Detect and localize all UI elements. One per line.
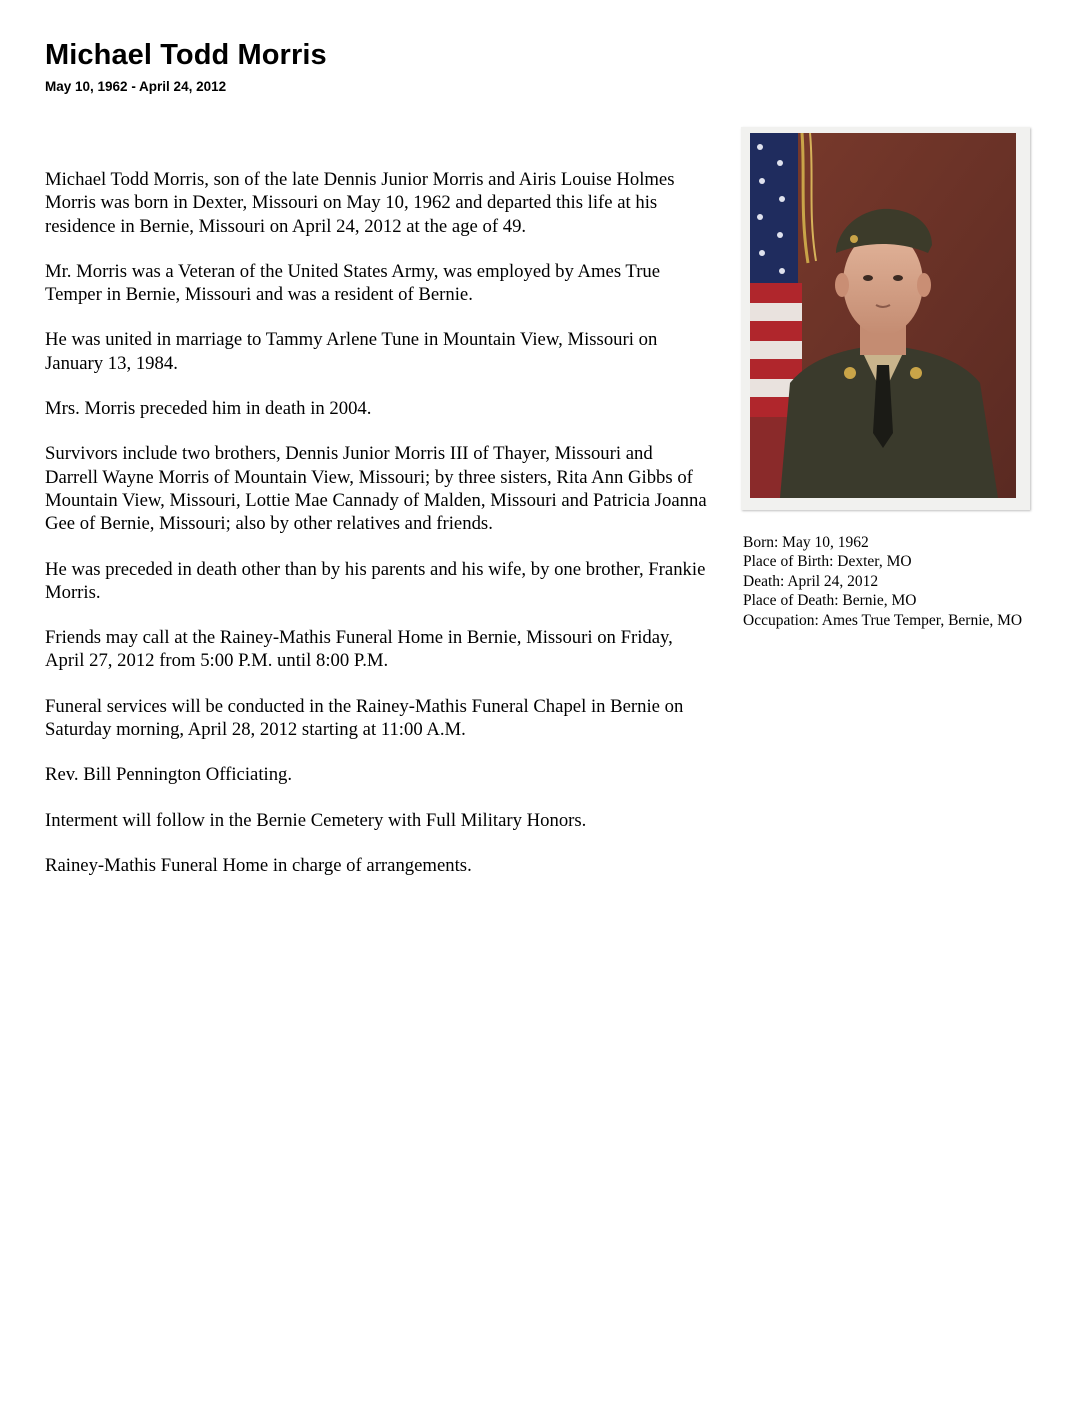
fact-place-of-death: Place of Death: Bernie, MO (743, 592, 917, 610)
obituary-paragraph: Mrs. Morris preceded him in death in 2004. (45, 398, 372, 420)
fact-place-of-birth: Place of Birth: Dexter, MO (743, 553, 912, 571)
obituary-text (45, 168, 710, 899)
fact-occupation: Occupation: Ames True Temper, Bernie, MO (743, 611, 1023, 629)
obituary-paragraph: Rev. Bill Pennington Officiating. (45, 764, 293, 786)
obituary-paragraph: Mr. Morris was a Veteran of the United States Army, was employed by Ames True Temper in Bernie, Missouri and was a resident of Bernie. (45, 260, 661, 306)
fact-death: Death: April 24, 2012 (743, 572, 879, 590)
obituary-paragraph: Funeral services will be conducted in the Rainey-Mathis Funeral Chapel in Bernie on Saturday morning, April 28, 2012 starting at 11:00 A.M. (45, 695, 684, 741)
obituary-paragraph: Michael Todd Morris, son of the late Dennis Junior Morris and Airis Louise Holmes Morris was born in Dexter, Missouri on May 10, 1962 and departed this life at his residence in Bernie, Missouri on April 24, 2012 at the age of 49. (45, 169, 675, 237)
obituary-paragraph: Rainey-Mathis Funeral Home in charge of arrangements. (45, 854, 472, 876)
soldier-portrait-image (750, 133, 1016, 498)
fact-born: Born: May 10, 1962 (743, 534, 869, 551)
page-title: Michael Todd Morris (45, 39, 327, 71)
portrait-photo (741, 127, 1030, 510)
obituary-paragraph: Friends may call at the Rainey-Mathis Funeral Home in Bernie, Missouri on Friday, April 27, 2012 from 5:00 P.M. until 8:00 P.M. (45, 627, 673, 672)
obituary-paragraph: Interment will follow in the Bernie Cemetery with Full Military Honors. (45, 809, 587, 831)
life-dates: May 10, 1962 - April 24, 2012 (45, 79, 227, 94)
obituary-paragraph: He was united in marriage to Tammy Arlene Tune in Mountain View, Missouri on January 13, 1984. (45, 329, 658, 374)
vital-facts (743, 533, 1043, 630)
obituary-paragraph: Survivors include two brothers, Dennis Junior Morris III of Thayer, Missouri and Darrell Wayne Morris of Mountain View, Missouri; by three sisters, Rita Ann Gibbs of Mountain View, Missouri, Lottie Mae Cannady of Malden, Missouri and Patricia Joanna Gee of Bernie, Missouri; also by other relatives and friends. (45, 443, 707, 535)
obituary-paragraph: He was preceded in death other than by his parents and his wife, by one brother, Frankie Morris. (45, 558, 706, 603)
